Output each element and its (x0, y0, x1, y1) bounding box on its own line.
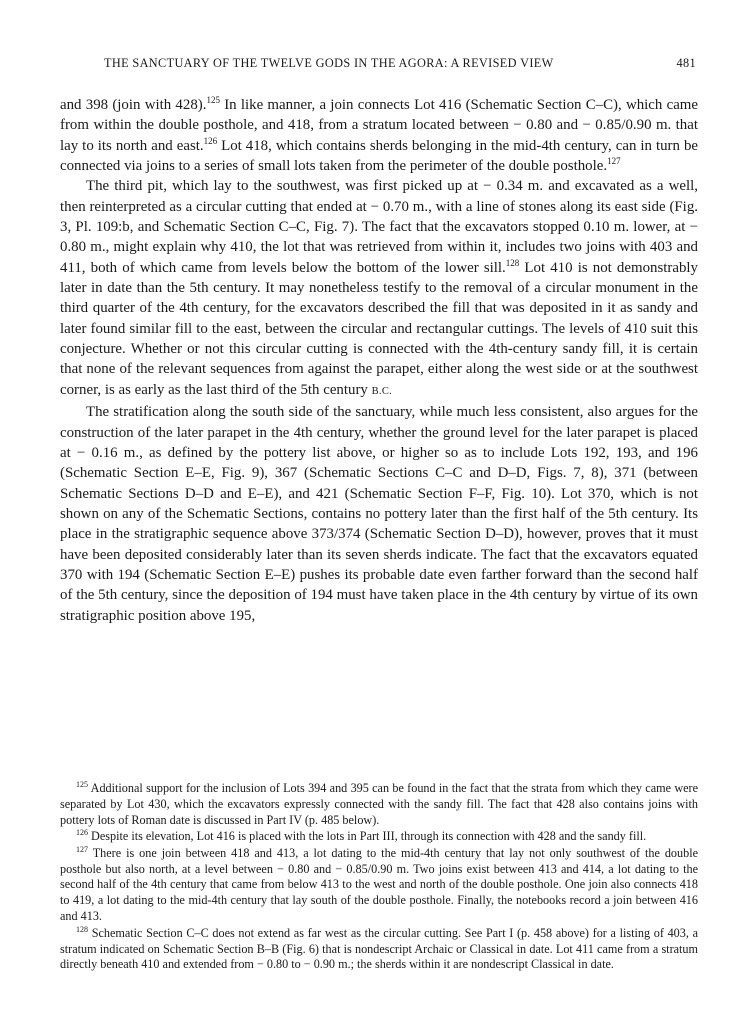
footnote-ref-127: 127 (607, 156, 621, 167)
footnote-text: Additional support for the inclusion of Lots 394 and 395 can be found in the fact that the strata from which they came were separated by Lot 430, which the excavators expressly connected with the sandy fill. The fact that 428 also contains joins with pottery lots of Roman date is discussed in Part IV (p. 485 below). (60, 781, 699, 827)
footnote-128 (60, 926, 698, 974)
footnotes (60, 781, 698, 974)
paragraph-text: In like manner, a join connects Lot 416 (Schematic Section C–C), which came from within the double posthole, and 418, from a stratum located between − 0.80 and − 0.85/0.90 m. that lay to its north and east. (60, 97, 698, 154)
footnote-126 (60, 829, 698, 845)
paragraph-text: and 398 (join with 428). (60, 97, 207, 113)
paragraph-1 (60, 95, 698, 176)
footnote-127 (60, 846, 698, 926)
footnote-text: Despite its elevation, Lot 416 is placed with the lots in Part III, through its connection with 428 and the sandy fill. (91, 829, 647, 844)
paragraph-text: The third pit, which lay to the southwest, was first picked up at − 0.34 m. and excavated as a well, then reinterpreted as a circular cutting that ended at − 0.70 m., with a line of stones along its east side (Fig. 3, Pl. 109:b, and Schematic Section C–C, Fig. 7). The fact that the excavators stopped 0.10 m. lower, at − 0.80 m., might explain why 410, the lot that was retrieved from within it, includes two joins with 403 and 411, both of which came from levels below the bottom of the lower sill. (60, 178, 698, 276)
footnote-ref-128: 128 (505, 257, 520, 268)
page-number: 481 (676, 56, 696, 70)
paragraph-text: Lot 418, which contains sherds belonging in the mid-4th century, can in turn be connected via joins to a series of small lots taken from the perimeter of the double posthole. (60, 137, 699, 175)
footnote-number: 127 (76, 844, 88, 854)
footnote-number: 128 (76, 924, 88, 934)
paragraph-3: The stratification along the south side of the sanctuary, while much less consistent, also argues for the construction of the later parapet in the 4th century, whether the ground level for the later parapet is placed at − 0.16 m., as defined by the pottery list above, or higher so as to include Lots 192, 193, and 196 (Schematic Section E–E, Fig. 9), 367 (Schematic Sections C–C and D–D, Figs. 7, 8), 371 (between Schematic Sections D–D and E–E), and 421 (Schematic Section F–F, Fig. 10). Lot 370, which is not shown on any of the Schematic Sections, contains no pottery later than the first half of the 5th century. Its place in the stratigraphic sequence above 373/374 (Schematic Section D–D), however, proves that it must have been deposited considerably later than its seven sherds indicate. The fact that the excavators equated 370 with 194 (Schematic Section E–E) pushes its probable date even farther forward than the second half of the 5th century, since the deposition of 194 must have taken place in the 4th century by virtue of its own stratigraphic position above 195, (60, 404, 698, 624)
paragraph-text: Lot 410 is not demonstrably later in date than the 5th century. It may nonetheless testify to the removal of a circular monument in the third quarter of the 4th century, for the excavators described the fill that was deposited in it as sandy and later found similar fill to the east, between the circular and rectangular cuttings. The levels of 410 suit this conjecture. Whether or not this circular cutting is connected with the 4th-century sandy fill, it is certain that none of the relevant sequences from against the parapet, either along the west side or at the southwest corner, is as early as the last third of the 5th century (60, 259, 698, 398)
footnote-125 (60, 781, 698, 829)
footnote-ref-125: 125 (206, 95, 220, 105)
footnote-ref-126: 126 (203, 135, 218, 146)
footnote-number: 126 (76, 828, 88, 838)
footnote-text: Schematic Section C–C does not extend as far west as the circular cutting. See Part I (p. 458 above) for a listing of 403, a stratum indicated on Schematic Section B–B (Fig. 6) that is nondescript Archaic or Classical in date. Lot 411 came from a stratum directly beneath 410 and extended from − 0.80 to − 0.90 m.; the sherds within it are nondescript Classical in date. (60, 925, 699, 972)
paragraph-2 (60, 176, 698, 402)
era-abbreviation: B.C. (371, 385, 393, 397)
footnote-number: 125 (76, 780, 88, 789)
running-head-title: THE SANCTUARY OF THE TWELVE GODS IN THE AGORA: A REVISED VIEW (104, 56, 554, 70)
body-text (60, 95, 698, 626)
footnote-text: There is one join between 418 and 413, a lot dating to the mid-4th century that lay not only southwest of the double posthole but also north, at a level between − 0.80 and − 0.85/0.90 m. Two joins exist between 413 and 414, a lot dating to the second half of the 4th century that came from below 413 to the west and north of the double posthole. One join also connects 418 to 419, a lot dating to the mid-4th century that lay south of the double posthole. Finally, the notebooks record a join between 416 and 413. (60, 845, 699, 924)
